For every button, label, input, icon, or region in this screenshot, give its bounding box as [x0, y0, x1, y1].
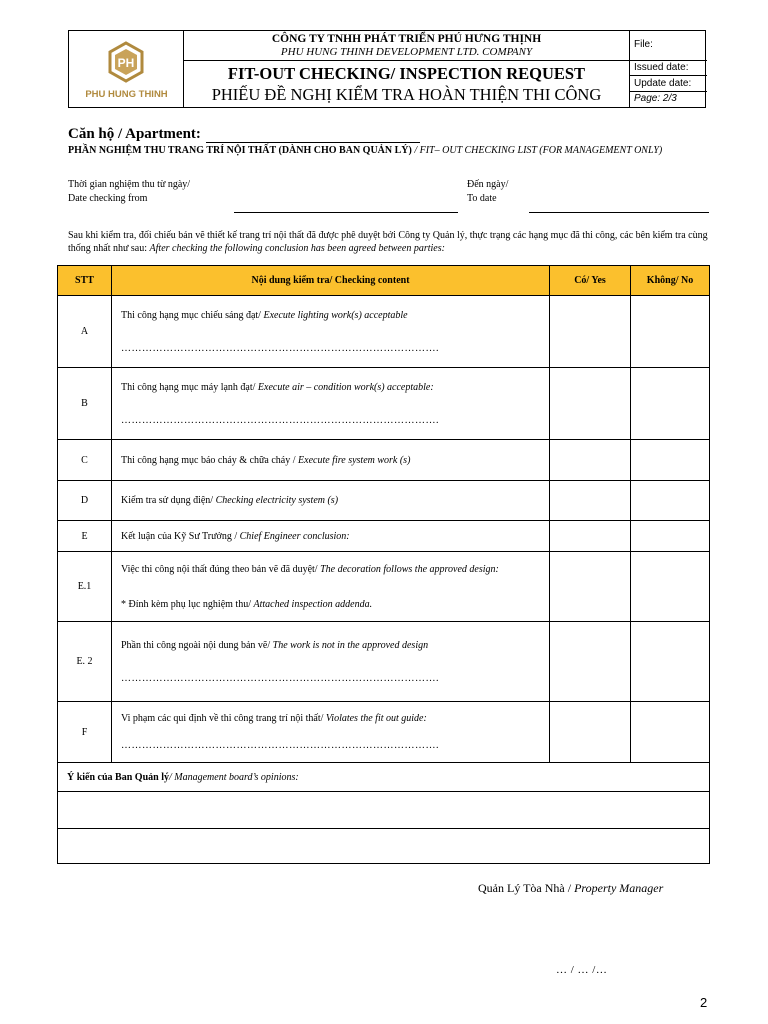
- col-yes-header: Có/ Yes: [550, 266, 631, 296]
- table-row: [58, 296, 710, 368]
- opinion-input-row: [58, 829, 710, 864]
- table-row: [58, 622, 710, 702]
- row-dots[interactable]: ……………………………………………………………………………….: [121, 414, 439, 426]
- row-text-en: Execute air – condition work(s) acceptable:: [257, 381, 434, 393]
- opinion-input-cell[interactable]: [58, 829, 710, 864]
- row-text-vn: Phần thi công ngoài nội dung bản vẽ/: [121, 639, 273, 651]
- checking-table: [57, 265, 710, 864]
- title-cell: [184, 61, 629, 107]
- table-header-row: [58, 266, 710, 296]
- date-to-label-en: To date: [467, 193, 497, 204]
- table-row: [58, 440, 710, 481]
- manager-label-vn: Quản Lý Tòa Nhà /: [478, 881, 575, 895]
- row-yes-cell[interactable]: [550, 481, 631, 521]
- row-stt: D: [58, 481, 112, 521]
- row-text-vn: Thi công hạng mục chiếu sáng đạt/: [121, 309, 264, 321]
- row-stt: F: [58, 702, 112, 763]
- row-content: [112, 521, 550, 552]
- row-no-cell[interactable]: [631, 440, 710, 481]
- svg-text:PH: PH: [117, 56, 135, 70]
- section-title-vn: PHẦN NGHIỆM THU TRANG TRÍ NỘI THẤT (DÀNH CHO BAN QUẢN LÝ): [68, 145, 412, 156]
- row-note-vn: * Đính kèm phụ lục nghiệm thu/: [121, 598, 254, 610]
- intro-vn: Sau khi kiểm tra, đối chiếu bản vẽ thiết kế trang trí nội thất đã được phê duyệt bởi Công ty Quản lý, thực trạng các hạng mục đã thi công, các bên kiểm tra cùng thống nhất như sau:: [68, 230, 708, 254]
- company-name-cell: [184, 31, 629, 61]
- apartment-label: Căn hộ / Apartment:: [68, 126, 201, 142]
- form-title-vn: PHIẾU ĐỀ NGHỊ KIỂM TRA HOÀN THIỆN THI CÔNG: [211, 85, 602, 104]
- row-no-cell[interactable]: [631, 368, 710, 440]
- intro-en: After checking the following conclusion has been agreed between parties:: [149, 243, 445, 254]
- opinion-label: [58, 763, 710, 792]
- row-text-vn: Kết luận của Kỹ Sư Trưởng /: [121, 530, 240, 542]
- row-note: [121, 599, 549, 610]
- logo-cell: [69, 31, 184, 107]
- row-text-vn: Thi công hạng mục báo cháy & chữa cháy /: [121, 454, 299, 466]
- row-text-vn: Thi công hạng mục máy lạnh đạt/: [121, 381, 258, 393]
- table-row: [58, 702, 710, 763]
- row-text-en: Execute fire system work (s): [298, 454, 411, 466]
- row-content: [112, 368, 550, 440]
- row-yes-cell[interactable]: [550, 440, 631, 481]
- row-text-en: Violates the fit out guide:: [325, 713, 427, 724]
- date-from-label-vn: Thời gian nghiệm thu từ ngày/: [68, 179, 191, 190]
- table-row: [58, 481, 710, 521]
- row-stt: E.1: [58, 552, 112, 622]
- row-text-vn: Việc thi công nội thất đúng theo bản vẽ đã duyệt/: [121, 563, 321, 575]
- date-from-label-en: Date checking from: [68, 193, 148, 204]
- table-row: [58, 368, 710, 440]
- signature-date-placeholder: … / … /…: [556, 964, 608, 976]
- manager-label-en: Property Manager: [574, 881, 664, 895]
- company-name-vn: CÔNG TY TNHH PHÁT TRIỂN PHÚ HƯNG THỊNH: [271, 33, 542, 45]
- row-text-en: Chief Engineer conclusion:: [239, 530, 350, 542]
- company-logo-icon: [107, 41, 145, 83]
- row-yes-cell[interactable]: [550, 521, 631, 552]
- row-yes-cell[interactable]: [550, 702, 631, 763]
- row-dots[interactable]: ……………………………………………………………………………….: [121, 740, 439, 751]
- row-no-cell[interactable]: [631, 622, 710, 702]
- row-text-en: The decoration follows the approved design:: [320, 563, 499, 575]
- row-no-cell[interactable]: [631, 296, 710, 368]
- company-name-en: PHU HUNG THINH DEVELOPMENT LTD. COMPANY: [280, 46, 533, 58]
- property-manager-signature: [478, 881, 663, 896]
- row-no-cell[interactable]: [631, 521, 710, 552]
- row-stt: E: [58, 521, 112, 552]
- document-header: [68, 30, 706, 108]
- issued-date-label: Issued date:: [630, 61, 707, 76]
- row-stt: B: [58, 368, 112, 440]
- logo-text: PHU HUNG THINH: [85, 89, 168, 100]
- col-no-header: Không/ No: [631, 266, 710, 296]
- row-stt: E. 2: [58, 622, 112, 702]
- row-text-vn: Vi phạm các qui định về thi công trang trí nội thất/: [121, 713, 326, 724]
- row-text-en: Checking electricity system (s): [215, 495, 339, 506]
- row-no-cell[interactable]: [631, 702, 710, 763]
- row-text-vn: Kiểm tra sử dụng điện/: [121, 495, 216, 506]
- section-title-en: / FIT– OUT CHECKING LIST (FOR MANAGEMENT ONLY): [411, 145, 663, 156]
- row-stt: A: [58, 296, 112, 368]
- page-label: Page: 2/3: [634, 93, 677, 104]
- row-no-cell[interactable]: [631, 552, 710, 622]
- row-yes-cell[interactable]: [550, 296, 631, 368]
- file-label: File:: [630, 31, 707, 61]
- col-content-header: Nội dung kiểm tra/ Checking content: [112, 266, 550, 296]
- opinion-header-row: [58, 763, 710, 792]
- row-content: [112, 296, 550, 368]
- row-dots[interactable]: ……………………………………………………………………………….: [121, 672, 439, 684]
- row-yes-cell[interactable]: [550, 552, 631, 622]
- table-row: [58, 552, 710, 622]
- table-row: [58, 521, 710, 552]
- section-title: [68, 145, 723, 157]
- page-number: 2: [700, 995, 708, 1010]
- opinion-input-row: [58, 792, 710, 829]
- row-yes-cell[interactable]: [550, 622, 631, 702]
- row-stt: C: [58, 440, 112, 481]
- opinion-label-vn: Ý kiến của Ban Quản lý: [67, 771, 169, 783]
- date-from-input-line[interactable]: [234, 212, 458, 213]
- row-dots[interactable]: ……………………………………………………………………………….: [121, 342, 439, 354]
- apartment-input-line[interactable]: [206, 142, 420, 143]
- row-text-en: The work is not in the approved design: [272, 639, 429, 651]
- document-meta: [629, 31, 706, 107]
- opinion-input-cell[interactable]: [58, 792, 710, 829]
- date-to-input-line[interactable]: [529, 212, 709, 213]
- row-content: [112, 622, 550, 702]
- row-text-en: Execute lighting work(s) acceptable: [263, 309, 408, 321]
- col-stt-header: STT: [58, 266, 112, 296]
- opinion-label-en: / Management board’s opinions:: [168, 771, 299, 783]
- row-yes-cell[interactable]: [550, 368, 631, 440]
- row-content: [112, 702, 550, 763]
- row-note-en: Attached inspection addenda.: [253, 598, 373, 610]
- form-title-en: FIT-OUT CHECKING/ INSPECTION REQUEST: [227, 64, 586, 83]
- row-content: [112, 440, 550, 481]
- row-no-cell[interactable]: [631, 481, 710, 521]
- intro-paragraph: [68, 229, 708, 255]
- row-content: [112, 481, 550, 521]
- date-to-label-vn: Đến ngày/: [467, 179, 509, 190]
- row-content: [112, 552, 550, 622]
- update-date-label: Update date:: [630, 76, 707, 92]
